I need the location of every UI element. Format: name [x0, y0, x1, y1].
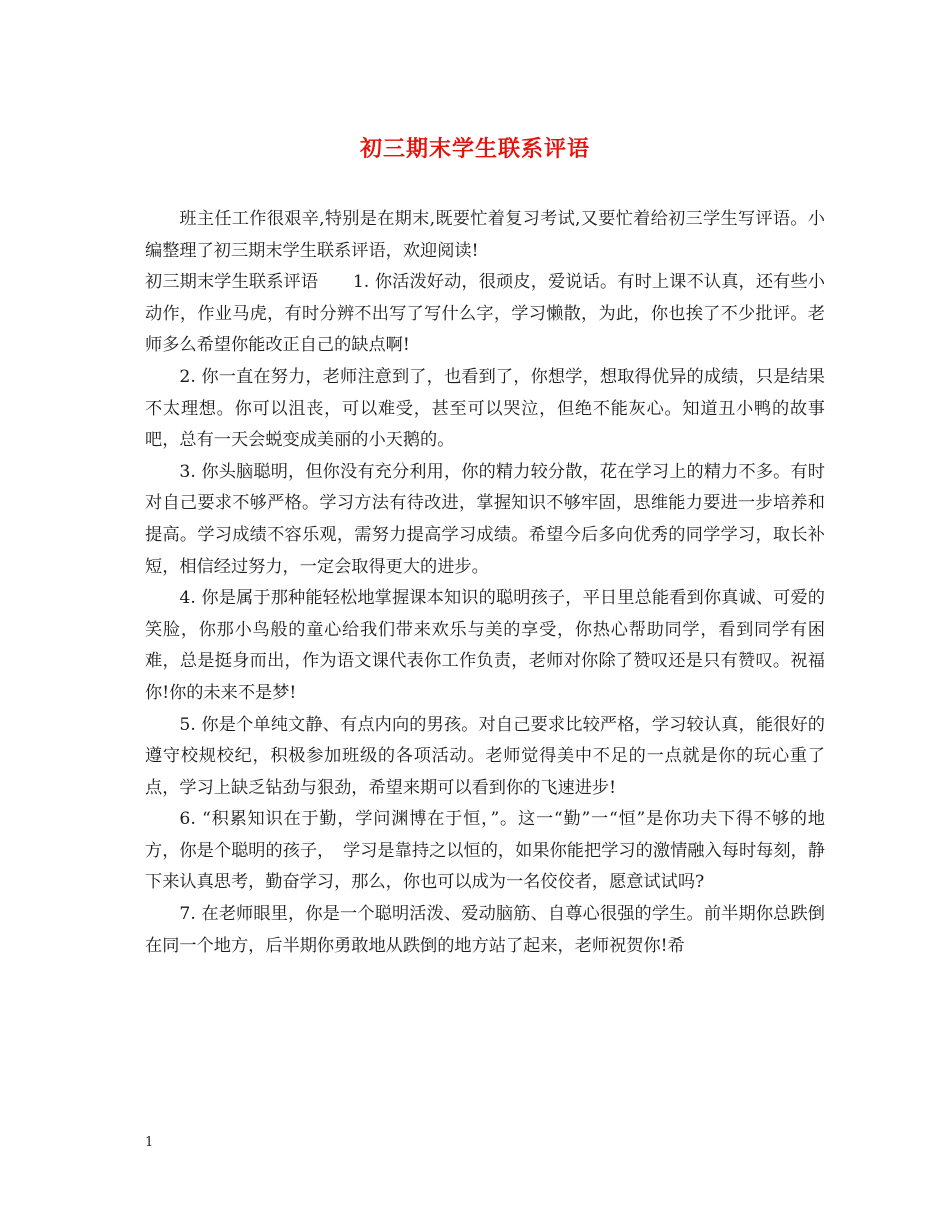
comment-paragraph-6: 6. “积累知识在于勤，学问渊博在于恒，”。这一“勤”一“恒”是你功夫下得不够的地方，你是个聪明的孩子， 学习是靠持之以恒的，如果你能把学习的激情融入每时每刻，静下来认真思考，勤奋学习，那么，你也可以成为一名佼佼者，愿意试试吗?: [145, 809, 825, 893]
comment-paragraph-2: 2. 你一直在努力，老师注意到了，也看到了，你想学，想取得优异的成绩，只是结果不太理想。你可以沮丧，可以难受，甚至可以哭泣，但绝不能灰心。知道丑小鸭的故事吧，总有一天会蜕变成美丽的小天鹅的。: [145, 366, 825, 451]
comment-paragraph-4: 4. 你是属于那种能轻松地掌握课本知识的聪明孩子，平日里总能看到你真诚、可爱的笑脸，你那小鸟般的童心给我们带来欢乐与美的享受，你热心帮助同学，看到同学有困难，总是挺身而出，作为语文课代表你工作负责，老师对你除了赞叹还是只有赞叹。祝福你!你的未来不是梦!: [145, 588, 825, 703]
comment-paragraph-3: 3. 你头脑聪明，但你没有充分利用，你的精力较分散，花在学习上的精力不多。有时对自己要求不够严格。学习方法有待改进，掌握知识不够牢固，思维能力要进一步培养和提高。学习成绩不容乐观，需努力提高学习成绩。希望今后多向优秀的同学学习，取长补短，相信经过努力，一定会取得更大的进步。: [145, 461, 825, 577]
comment-paragraph-7: 7. 在老师眼里，你是一个聪明活泼、爱动脑筋、自尊心很强的学生。前半期你总跌倒在同一个地方，后半期你勇敢地从跌倒的地方站了起来，老师祝贺你!希: [145, 904, 825, 956]
comment-paragraph-5: 5. 你是个单纯文静、有点内向的男孩。对自己要求比较严格，学习较认真，能很好的遵守校规校纪，积极参加班级的各项活动。老师觉得美中不足的一点就是你的玩心重了点，学习上缺乏钻劲与狠劲，希望来期可以看到你的飞速进步!: [145, 714, 825, 798]
comment-paragraph-1: 初三期末学生联系评语 1. 你活泼好动，很顽皮，爱说话。有时上课不认真，还有些小动作，作业马虎，有时分辨不出写了写什么字，学习懒散，为此，你也挨了不少批评。老师多么希望你能改正自己的缺点啊!: [145, 272, 825, 356]
document-body: [145, 204, 825, 962]
document-title: 初三期末学生联系评语: [359, 136, 590, 162]
intro-paragraph: 班主任工作很艰辛,特别是在期末,既要忙着复习考试,又要忙着给初三学生写评语。小编整理了初三期末学生联系评语，欢迎阅读!: [145, 209, 825, 261]
page-number: 1: [145, 1135, 154, 1150]
